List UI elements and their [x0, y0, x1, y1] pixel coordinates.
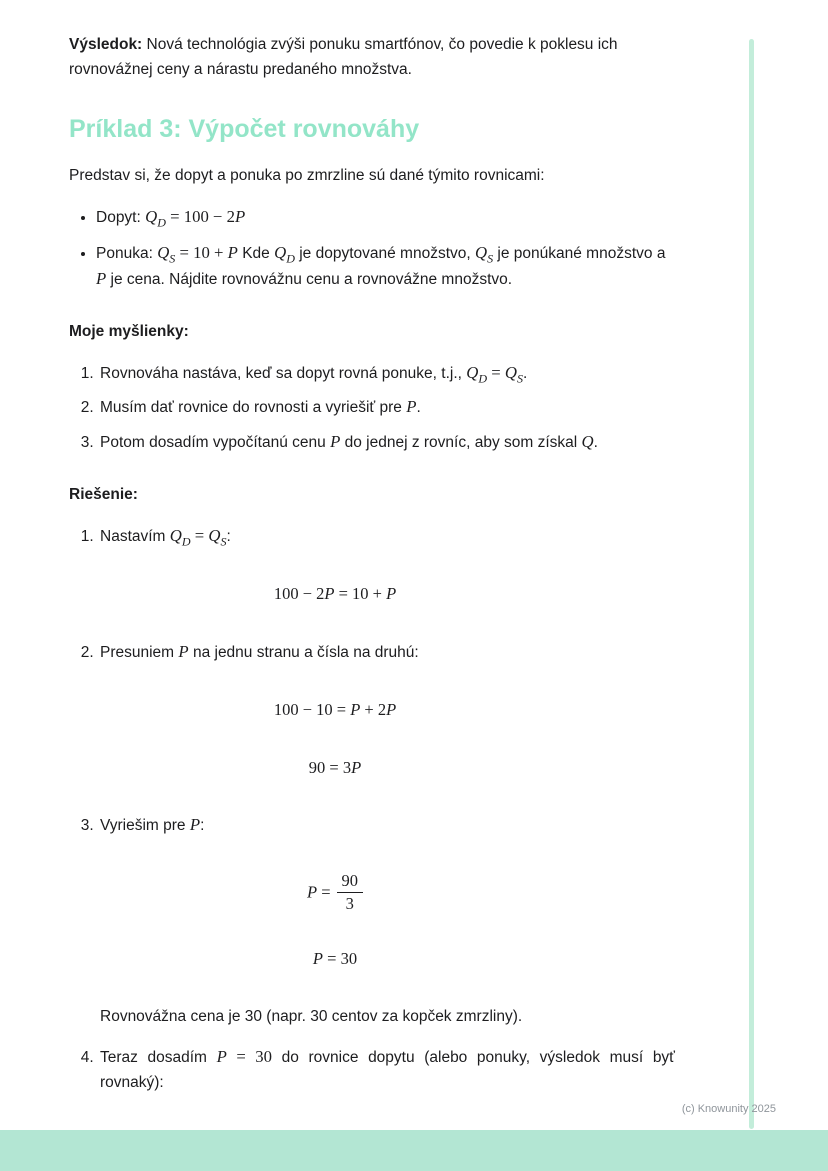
intro-paragraph: Predstav si, že dopyt a ponuka po zmrzline sú dané týmito rovnicami: — [69, 167, 545, 184]
right-accent-bar — [749, 39, 754, 1129]
note-paragraph: Rovnovážna cena je 30 (napr. 30 centov za kopček zmrzliny). — [100, 1007, 523, 1025]
result-label: Výsledok: — [69, 36, 143, 53]
list-item: • Ponuka: $Q_S = 10 + P$ Kde $Q_D$ je dopytované množstvo, $Q_S$ je ponúkané množstvo a P je cena. Nájdite rovnovážnu cenu a rovnovážne množstvo. — [96, 241, 675, 292]
solution-steps-list — [69, 524, 675, 1153]
step-text: Vyriešim pre P: — [100, 815, 205, 834]
fraction-lhs: P = — [306, 881, 331, 901]
equation: 100 − 10 = P + 2P — [273, 700, 397, 719]
list-item: 3. Potom dosadím vypočítanú cenu P do jednej z rovníc, aby som získal Q. — [98, 430, 675, 456]
fraction-numerator: 90 — [337, 872, 364, 894]
list-item: 2. Musím dať rovnice do rovnosti a vyriešiť pre P. — [98, 395, 675, 421]
thoughts-label: Moje myšlienky: — [69, 323, 189, 340]
section-heading: Príklad 3: Výpočet rovnováhy — [69, 115, 420, 143]
fraction-denominator: 3 — [345, 894, 354, 914]
list-item: • Dopyt: $Q_D = 100 - 2P$ — [96, 205, 675, 231]
equation: P = 30 — [312, 949, 358, 969]
fraction — [337, 872, 364, 915]
equation: 100 − 2P = 10 + P — [273, 584, 397, 603]
result-text: Nová technológia zvýši ponuku smartfónov, čo povedie k poklesu ich rovnovážnej ceny a nárastu predaného množstva. — [69, 36, 618, 78]
solution-step — [98, 640, 675, 781]
step-text: Teraz dosadím P = 30 do rovnice dopytu (alebo ponuky, výsledok musí byť rovnaký): — [100, 1047, 675, 1091]
equation-fraction — [100, 872, 570, 915]
result-paragraph — [69, 33, 675, 82]
solution-step — [98, 524, 675, 607]
step-text: Presuniem P na jednu stranu a čísla na druhú: — [100, 641, 419, 661]
equations-bullet-list — [69, 205, 675, 293]
solution-label: Riešenie: — [69, 486, 138, 503]
step-text: Nastavím $Q_D = Q_S$: — [100, 525, 231, 548]
bottom-accent-bar — [0, 1130, 828, 1171]
equation: 90 = 3P — [308, 757, 362, 777]
thoughts-list — [69, 361, 675, 456]
footer-copyright: (c) Knowunity 2025 — [681, 1103, 776, 1115]
solution-step — [98, 813, 675, 1029]
list-item: 1. Rovnováha nastáva, keď sa dopyt rovná ponuke, t.j., $Q_D = Q_S$. — [98, 361, 675, 387]
